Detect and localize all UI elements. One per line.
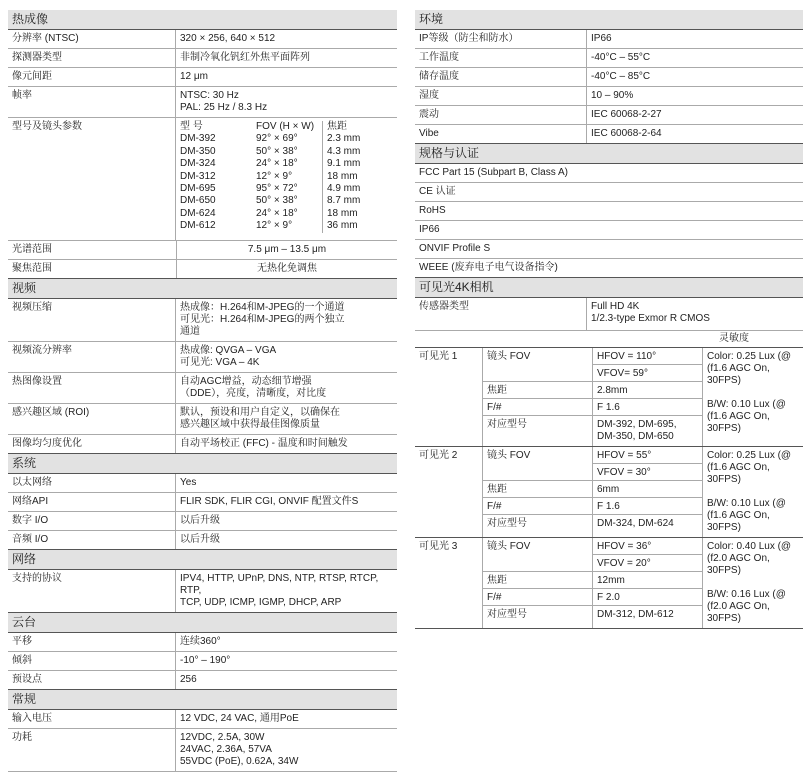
lens-cell: 18 mm xyxy=(322,208,382,220)
param-value: DM-324, DM-624 xyxy=(597,518,674,529)
param-value: 6mm xyxy=(593,481,702,498)
spec-label: 功耗 xyxy=(8,729,176,771)
spec-row xyxy=(8,299,397,342)
lens-cell: 4.3 mm xyxy=(322,146,382,158)
lens-cell: DM-324 xyxy=(180,158,216,170)
section-thermal-title: 热成像 xyxy=(8,10,397,30)
spec-value: 非制冷氧化钒红外焦平面阵列 xyxy=(180,52,310,63)
param-label: 焦距 xyxy=(483,481,592,498)
lens-table xyxy=(176,118,397,240)
param-value: F 1.6 xyxy=(593,399,702,416)
sensitivity-value: Color: 0.25 Lux (@ (f1.6 AGC On, 30FPS) B/W: 0.10 Lux (@ (f1.6 AGC On, 30FPS) xyxy=(707,450,792,533)
spec-row xyxy=(8,49,397,68)
lens-cell: DM-392 xyxy=(180,133,216,145)
spec-label: 感兴趣区域 (ROI) xyxy=(8,404,176,434)
spectral-value: 7.5 μm – 13.5 μm xyxy=(176,241,397,259)
lens-cell: 18 mm xyxy=(322,171,382,183)
lens-cell: DM-650 xyxy=(180,195,216,207)
spec-label: 热图像设置 xyxy=(8,373,176,403)
param-label: F/# xyxy=(483,399,592,416)
spec-row xyxy=(8,652,397,671)
spec-value: 自动平场校正 (FFC) - 温度和时间触发 xyxy=(180,438,348,449)
lens-cell: 8.7 mm xyxy=(322,195,382,207)
spec-label: 输入电压 xyxy=(8,710,176,728)
spec-row xyxy=(8,87,397,118)
lens-cell: 24° × 18° xyxy=(256,207,298,219)
lens-params-row xyxy=(8,118,397,241)
spec-row xyxy=(415,30,803,49)
visible-param-values xyxy=(593,538,703,628)
spec-value: 12 μm xyxy=(180,71,208,82)
lens-cell: DM-624 xyxy=(180,207,216,219)
spec-label: 图像均匀度优化 xyxy=(8,435,176,453)
left-column xyxy=(8,10,397,772)
spec-row xyxy=(415,125,803,144)
right-column xyxy=(415,10,803,629)
spec-row xyxy=(8,474,397,493)
lens-cell: 9.1 mm xyxy=(322,158,382,170)
lens-cell: 4.9 mm xyxy=(322,183,382,195)
visible-group xyxy=(415,538,803,629)
cert-item: WEEE (废弃电子电气设备指令) xyxy=(415,259,803,278)
visible-param-labels xyxy=(483,348,593,446)
spec-row xyxy=(8,404,397,435)
lens-cell: 92° × 69° xyxy=(256,133,298,145)
param-label: F/# xyxy=(483,498,592,515)
spec-value: 256 xyxy=(180,674,197,685)
spec-label: 网络API xyxy=(8,493,176,511)
spec-value: 320 × 256, 640 × 512 xyxy=(180,33,276,44)
param-value: F 2.0 xyxy=(593,589,702,606)
lens-header-cell: 型 号 xyxy=(180,121,203,132)
spec-value: 默认，预设和用户自定义，以确保在 感兴趣区域中获得最佳图像质量 xyxy=(180,407,340,430)
spec-label: 预设点 xyxy=(8,671,176,689)
lens-cell: 2.3 mm xyxy=(322,133,382,145)
spec-value: NTSC: 30 Hz PAL: 25 Hz / 8.3 Hz xyxy=(180,90,268,113)
spec-value: IEC 60068-2-27 xyxy=(591,109,662,120)
param-label: 焦距 xyxy=(483,572,592,589)
spectral-label: 光谱范围 xyxy=(12,244,52,255)
sensitivity-value: Color: 0.25 Lux (@ (f1.6 AGC On, 30FPS) B/W: 0.10 Lux (@ (f1.6 AGC On, 30FPS) xyxy=(707,351,792,434)
spec-label: 工作温度 xyxy=(415,49,587,67)
lens-cell: DM-312 xyxy=(180,170,216,182)
spec-value: IEC 60068-2-64 xyxy=(591,128,662,139)
spec-row xyxy=(8,373,397,404)
cert-item: RoHS xyxy=(415,202,803,221)
spec-label: IP等级（防尘和防水） xyxy=(415,30,587,48)
lens-cell: 36 mm xyxy=(322,220,382,232)
section-system-title: 系统 xyxy=(8,454,397,474)
spec-value: 以后升级 xyxy=(180,534,220,545)
spec-label: 震动 xyxy=(415,106,587,124)
spec-label: 视频流分辨率 xyxy=(8,342,176,372)
lens-cell: 12° × 9° xyxy=(256,170,293,182)
spec-row xyxy=(8,633,397,652)
spectral-row xyxy=(8,241,397,260)
lens-cell: DM-350 xyxy=(180,145,216,157)
spec-row xyxy=(8,729,397,772)
param-label: 对应型号 xyxy=(487,609,527,620)
spec-label: 倾斜 xyxy=(8,652,176,670)
lens-params-label: 型号及镜头参数 xyxy=(8,118,176,240)
param-label: 对应型号 xyxy=(487,419,527,430)
spec-value: 以后升级 xyxy=(180,515,220,526)
section-general-title: 常规 xyxy=(8,690,397,710)
param-value: DM-312, DM-612 xyxy=(597,609,674,620)
param-value: VFOV= 59° xyxy=(593,365,702,382)
param-label: 焦距 xyxy=(483,382,592,399)
param-label: 镜头 FOV xyxy=(487,450,531,461)
spec-row xyxy=(415,68,803,87)
spec-value: 12VDC, 2.5A, 30W 24VAC, 2.36A, 57VA 55VDC (PoE), 0.62A, 34W xyxy=(180,732,299,767)
spec-value: 热成像：H.264和M-JPEG的一个通道 可见光：H.264和M-JPEG的两个独立 通道 xyxy=(180,302,345,337)
spec-value: 10 – 90% xyxy=(591,90,634,101)
lens-cell: 95° × 72° xyxy=(256,183,298,195)
section-video-title: 视频 xyxy=(8,279,397,299)
spec-row xyxy=(8,30,397,49)
lens-cell: 12° × 9° xyxy=(256,220,293,232)
spec-value: FLIR SDK, FLIR CGI, ONVIF 配置文件S xyxy=(180,496,359,507)
param-value: 2.8mm xyxy=(593,382,702,399)
focus-value: 无热化免调焦 xyxy=(176,260,397,278)
sensitivity-header xyxy=(415,331,803,348)
sensor-label: 传感器类型 xyxy=(415,298,587,330)
spec-value: IPV4, HTTP, UPnP, DNS, NTP, RTSP, RTCP, RTP, TCP, UDP, ICMP, IGMP, DHCP, ARP xyxy=(180,573,379,608)
spec-value: 热成像: QVGA – VGA 可见光: VGA – 4K xyxy=(180,345,277,368)
sensitivity-label: 灵敏度 xyxy=(719,333,749,344)
param-value: HFOV = 36° xyxy=(593,538,702,555)
spec-value: -40°C – 55°C xyxy=(591,52,651,63)
param-label: 镜头 FOV xyxy=(487,351,531,362)
spec-label: 平移 xyxy=(8,633,176,651)
spec-row xyxy=(8,512,397,531)
lens-cell: DM-695 xyxy=(180,183,216,195)
visible-group xyxy=(415,447,803,538)
lens-header-cell: 焦距 xyxy=(322,121,382,133)
spec-row xyxy=(8,435,397,454)
spec-row xyxy=(8,671,397,690)
spec-value: 连续360° xyxy=(180,636,221,647)
section-cert-title: 规格与认证 xyxy=(415,144,803,164)
visible-group xyxy=(415,348,803,447)
cert-item: CE 认证 xyxy=(415,183,803,202)
spec-label: 支持的协议 xyxy=(8,570,176,612)
param-value: HFOV = 55° xyxy=(593,447,702,464)
spec-row xyxy=(415,49,803,68)
visible-group-name: 可见光 3 xyxy=(415,538,483,628)
spec-label: 探测器类型 xyxy=(8,49,176,67)
visible-group-name: 可见光 1 xyxy=(415,348,483,446)
param-label: 对应型号 xyxy=(487,518,527,529)
spec-label: 数字 I/O xyxy=(8,512,176,530)
sensitivity-value: Color: 0.40 Lux (@ (f2.0 AGC On, 30FPS) B/W: 0.16 Lux (@ (f2.0 AGC On, 30FPS) xyxy=(707,541,792,624)
section-env-title: 环境 xyxy=(415,10,803,30)
focus-label: 聚焦范围 xyxy=(12,263,52,274)
spec-value: 自动AGC增益，动态细节增强 （DDE），亮度，清晰度，对比度 xyxy=(180,376,327,399)
param-label xyxy=(483,365,592,382)
visible-param-labels xyxy=(483,538,593,628)
visible-group-name: 可见光 2 xyxy=(415,447,483,537)
spec-value: IP66 xyxy=(591,33,612,44)
spec-row xyxy=(8,493,397,512)
param-label: 镜头 FOV xyxy=(487,541,531,552)
sensor-row xyxy=(415,298,803,331)
visible-param-values xyxy=(593,348,703,446)
cert-item: IP66 xyxy=(415,221,803,240)
cert-item: FCC Part 15 (Subpart B, Class A) xyxy=(415,164,803,183)
lens-cell: 50° × 38° xyxy=(256,195,298,207)
spec-label: 储存温度 xyxy=(415,68,587,86)
spec-row xyxy=(8,342,397,373)
param-label xyxy=(483,464,592,481)
spec-value: -10° – 190° xyxy=(180,655,231,666)
spec-label: 像元间距 xyxy=(8,68,176,86)
lens-header-cell: FOV (H × W) xyxy=(256,121,315,132)
spec-label: Vibe xyxy=(415,125,587,143)
param-value: VFOV = 20° xyxy=(593,555,702,572)
spec-label: 以太网络 xyxy=(8,474,176,492)
spec-row xyxy=(8,710,397,729)
spec-label: 音频 I/O xyxy=(8,531,176,549)
param-value: HFOV = 110° xyxy=(593,348,702,365)
lens-cell: DM-612 xyxy=(180,220,216,232)
section-network-title: 网络 xyxy=(8,550,397,570)
spec-label: 分辨率 (NTSC) xyxy=(8,30,176,48)
spec-row xyxy=(8,68,397,87)
visible-param-values xyxy=(593,447,703,537)
spec-label: 视频压缩 xyxy=(8,299,176,341)
spec-value: Yes xyxy=(180,477,197,488)
section-ptz-title: 云台 xyxy=(8,613,397,633)
lens-cell: 24° × 18° xyxy=(256,158,298,170)
section-visible-title: 可见光4K相机 xyxy=(415,278,803,298)
param-value: 12mm xyxy=(593,572,702,589)
spec-row xyxy=(415,106,803,125)
sensor-value: Full HD 4K 1/2.3-type Exmor R CMOS xyxy=(591,301,710,324)
focus-row xyxy=(8,260,397,279)
param-label xyxy=(483,555,592,572)
param-value: DM-392, DM-695, DM-350, DM-650 xyxy=(597,419,677,442)
param-label: F/# xyxy=(483,589,592,606)
spec-row xyxy=(8,570,397,613)
spec-value: -40°C – 85°C xyxy=(591,71,651,82)
spec-row xyxy=(8,531,397,550)
spec-label: 湿度 xyxy=(415,87,587,105)
cert-item: ONVIF Profile S xyxy=(415,240,803,259)
visible-param-labels xyxy=(483,447,593,537)
param-value: VFOV = 30° xyxy=(593,464,702,481)
lens-cell: 50° × 38° xyxy=(256,145,298,157)
spec-row xyxy=(415,87,803,106)
spec-value: 12 VDC, 24 VAC, 通用PoE xyxy=(180,713,299,724)
spec-label: 帧率 xyxy=(8,87,176,117)
param-value: F 1.6 xyxy=(593,498,702,515)
